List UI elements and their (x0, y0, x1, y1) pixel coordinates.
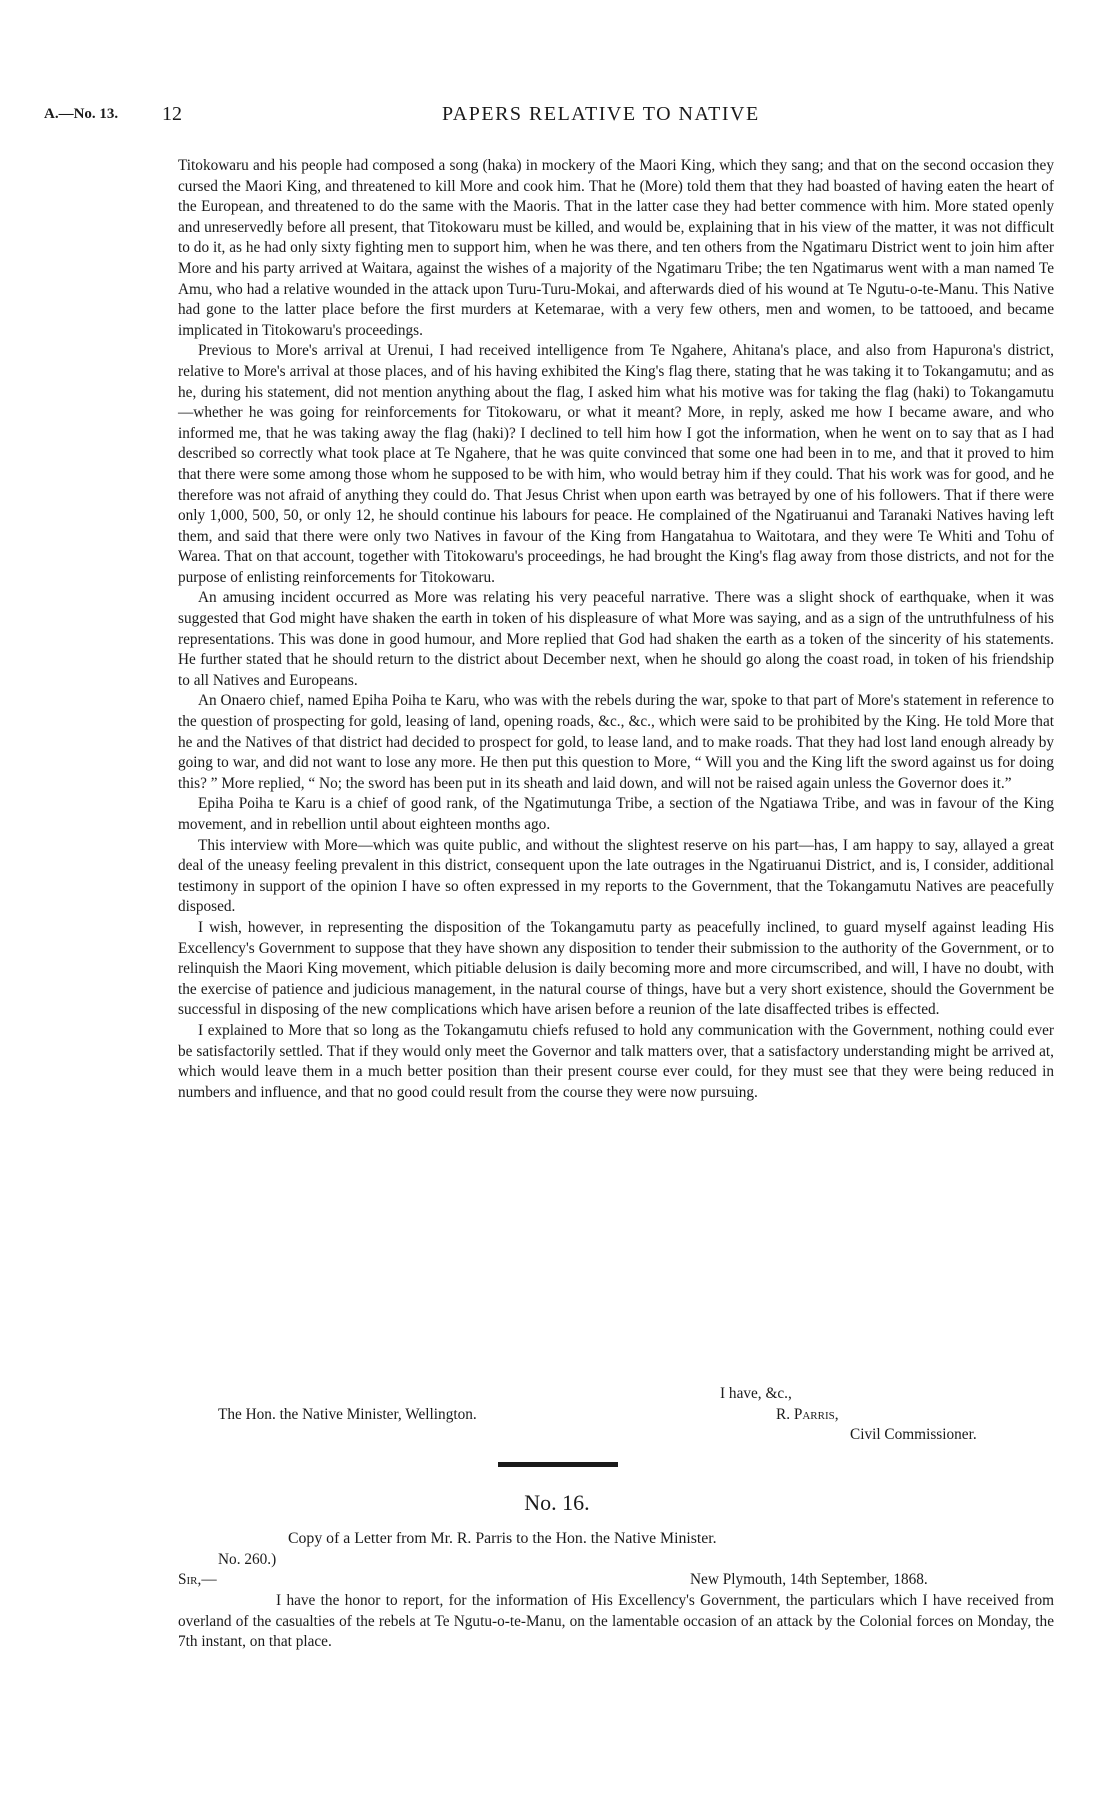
paragraph: Previous to More's arrival at Urenui, I had received intelligence from Te Ngahere, Ahitana's place, and also from Hapurona's district, relative to More's arrival at those places, and of his having exhibited the King's flag there, stating that he was taking it to Tokangamutu; and as he, during his statement, did not mention anything about the flag, I asked him what his motive was for taking the flag (haki) to Tokangamutu—whether he was going for reinforcements for Titokowaru, or what it meant? More, in reply, asked me how I became aware, and who informed me, that he was taking away the flag (haki)? I declined to tell him how I got the information, when he went on to say that as I had described so correctly what took place at Te Ngahere, that he was quite convinced that some one had been in to me, and that it proved to him that there were some among those whom he supposed to be with him, who would betray him if they could. That his work was for good, and he therefore was not afraid of anything they could do. That Jesus Christ when upon earth was betrayed by one of his followers. That if there were only 1,000, 500, 50, or only 12, he should continue his labours for peace. He complained of the Ngatiruanui and Taranaki Natives having left them, and said that there were only two Natives in favour of the King from Hangatahua to Waitotara, and they were Te Whiti and Tohu of Warea. That on that account, together with Titokowaru's proceedings, he had brought the King's flag away from those districts, and not for the purpose of enlisting reinforcements for Titokowaru. (178, 342, 1054, 586)
running-title: PAPERS RELATIVE TO NATIVE (442, 103, 760, 125)
letter-body (178, 156, 1054, 1103)
salutation: Sir,— (178, 1571, 217, 1588)
letter-heading: Copy of a Letter from Mr. R. Parris to the Hon. the Native Minister. (288, 1530, 717, 1547)
paragraph: An Onaero chief, named Epiha Poiha te Karu, who was with the rebels during the war, spoke to that part of More's statement in reference to the question of prospecting for gold, leasing of land, opening roads, &c., &c., which were said to be prohibited by the King. He told More that he and the Natives of that district had decided to prospect for gold, to lease land, and to make roads. That they had lost land enough already by going to war, and did not want to lose any more. He then put this question to More, “ Will you and the King lift the sword against us for doing this? ” More replied, “ No; the sword has been put in its sheath and laid down, and will not be raised again unless the Governor does it.” (178, 692, 1054, 792)
page-header (44, 103, 1074, 132)
page-number: 12 (162, 103, 182, 125)
section-number: No. 16. (524, 1490, 590, 1515)
letter-16-body (178, 1591, 1054, 1653)
paragraph: I explained to More that so long as the Tokangamutu chiefs refused to hold any communication with the Government, nothing could ever be satisfactorily settled. That if they would only meet the Governor and talk matters over, that a satisfactory understanding might be arrived at, which would leave them in a much better position than their present course ever could, for they must see that they were being reduced in numbers and influence, and that no good could result from the course they were now pursuing. (178, 1021, 1054, 1101)
addressee: The Hon. the Native Minister, Wellington. (218, 1406, 477, 1423)
paragraph: An amusing incident occurred as More was relating his very peaceful narrative. There was a slight shock of earthquake, when it was suggested that God might have shaken the earth in token of his displeasure of what More was saying, and as a sign of the untruthfulness of his representations. This was done in good humour, and More replied that God had shaken the earth as a token of the sincerity of his statements. He further stated that he should return to the district about December next, when he should go along the coast road, in token of his friendship to all Natives and Europeans. (178, 589, 1054, 689)
paragraph: Epiha Poiha te Karu is a chief of good rank, of the Ngatimutunga Tribe, a section of the Ngatiawa Tribe, and was in favour of the King movement, and in rebellion until about eighteen months ago. (178, 795, 1054, 833)
paragraph: I wish, however, in representing the disposition of the Tokangamutu party as peacefully inclined, to guard myself against leading His Excellency's Government to suppose that they have shown any disposition to tender their submission to the authority of the Government, or to relinquish the Maori King movement, which pitiable delusion is daily becoming more and more circumscribed, and will, I have no doubt, with the exercise of patience and judicious management, in the natural course of things, have but a very short existence, should the Government be successful in disposing of the new complications which have arisen before a reunion of the late disaffected tribes is effected. (178, 918, 1054, 1019)
closing-formula: I have, &c., (720, 1385, 792, 1402)
paragraph: This interview with More—which was quite public, and without the slightest reserve on his part—has, I am happy to say, allayed a great deal of the uneasy feeling prevalent in this district, consequent upon the late outrages in the Ngatiruanui District, and is, I consider, additional testimony in support of the opinion I have so often expressed in my reports to the Government, that the Tokangamutu Natives are peacefully disposed. (178, 836, 1054, 916)
section-divider (498, 1462, 618, 1467)
paragraph: I have the honor to report, for the information of His Excellency's Government, the particulars which I have received from overland of the casualties of the rebels at Te Ngutu-o-te-Manu, on the lamentable occasion of an attack by the Colonial forces on Monday, the 7th instant, on that place. (178, 1592, 1054, 1651)
signer-name: R. Parris, (776, 1406, 839, 1423)
paragraph: Titokowaru and his people had composed a song (haka) in mockery of the Maori King, which they sang; and that on the second occasion they cursed the Maori King, and threatened to kill More and cook him. That he (More) told them that they had boasted of having eaten the heart of the European, and threatened to do the same with the Maoris. That in the latter case they had better commence with him. More stated openly and unreservedly before all present, that Titokowaru must be killed, and would be, explaining that in his view of the matter, it was not difficult to do it, as he had only sixty fighting men to support him, when he was there, and ten others from the Ngatimaru District went to join him after More and his party arrived at Waitara, against the wishes of a majority of the Ngatimaru Tribe; the ten Ngatimarus went with a man named Te Amu, who had a relative wounded in the attack upon Turu-Turu-Mokai, and afterwards died of his wound at Te Ngutu-o-te-Manu. This Native had gone to the latter place before the first murders at Ketemarae, with a very few others, men and women, to be tattooed, and became implicated in Titokowaru's proceedings. (178, 157, 1054, 339)
document-reference: A.—No. 13. (44, 106, 119, 122)
place-date: New Plymouth, 14th September, 1868. (690, 1571, 928, 1588)
signer-title: Civil Commissioner. (850, 1426, 977, 1443)
letter-number: No. 260.) (218, 1551, 277, 1568)
